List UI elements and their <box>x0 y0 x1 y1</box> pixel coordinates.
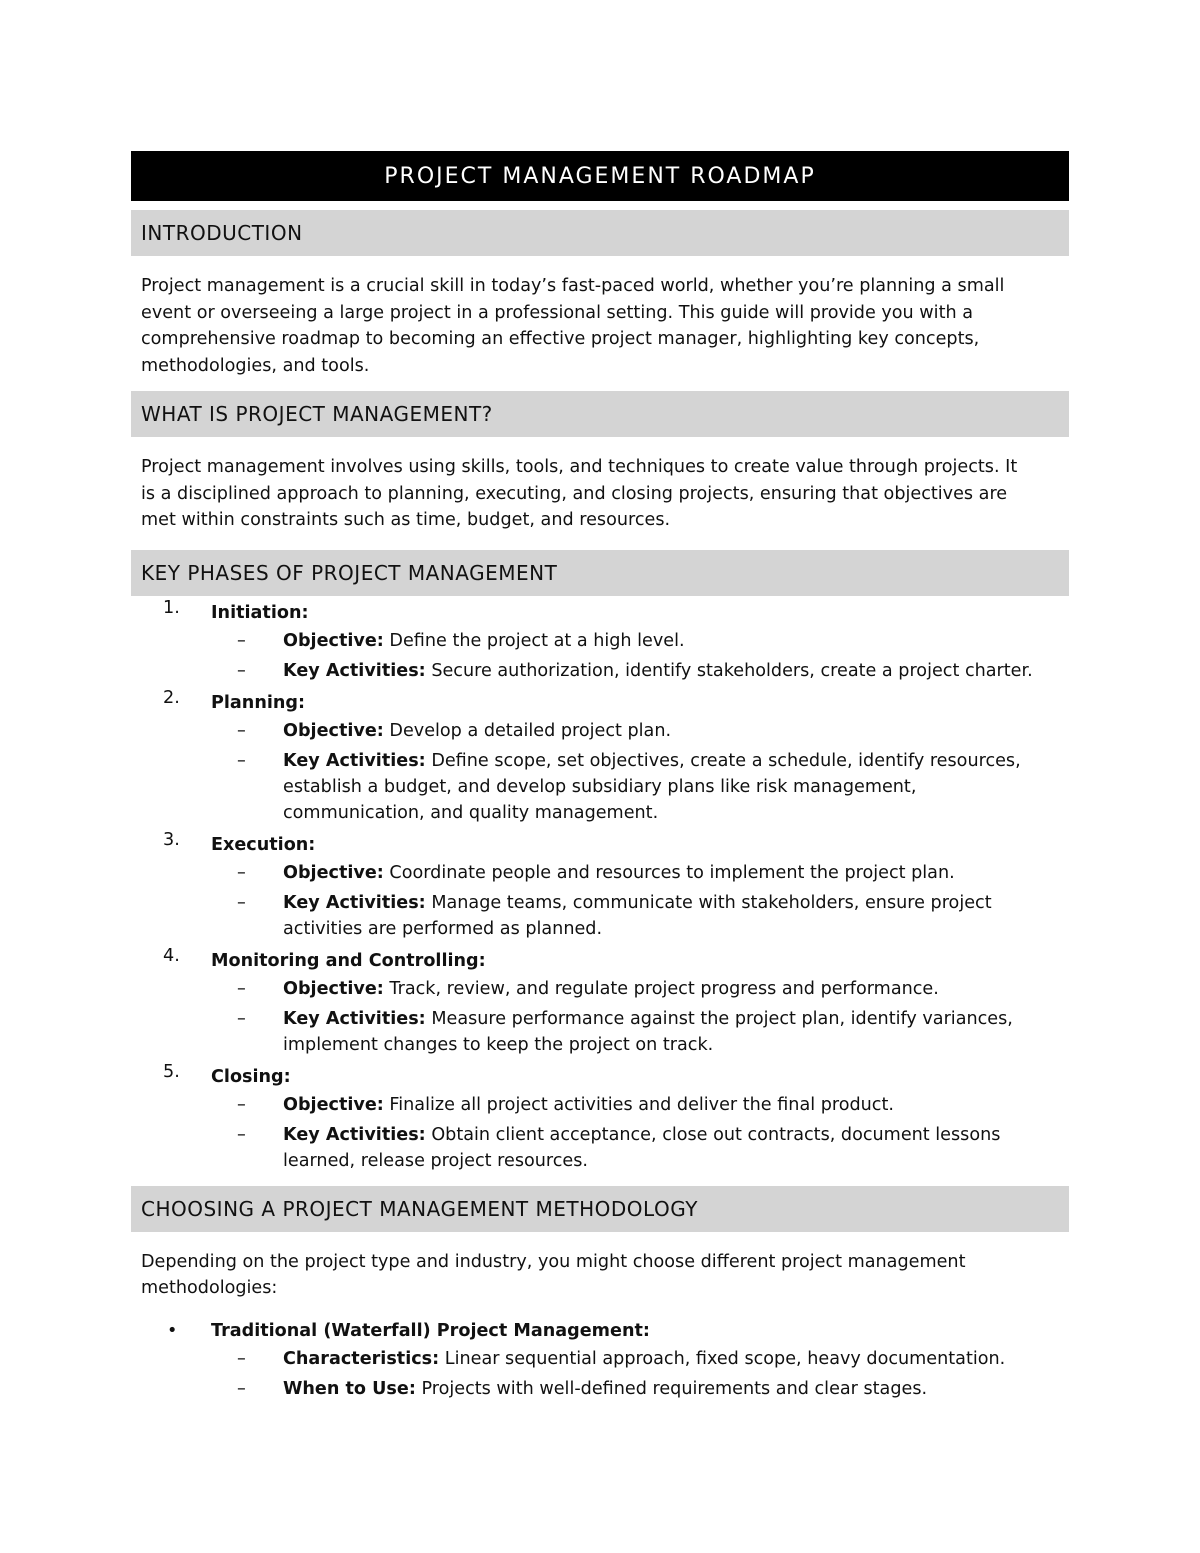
dash-marker: – <box>237 1348 246 1369</box>
list-number: 3. <box>163 829 180 850</box>
when-to-use-item <box>131 1376 1069 1402</box>
bullet-marker: • <box>167 1320 178 1341</box>
objective-label: Objective: <box>283 1094 384 1115</box>
objective-label: Objective: <box>283 978 384 999</box>
characteristics-item <box>131 1346 1069 1372</box>
text-line: comprehensive roadmap to becoming an effective project manager, highlighting key concepts, <box>141 329 980 349</box>
list-item <box>131 946 1069 1058</box>
activities-text: Manage teams, communicate with stakeholders, ensure project <box>431 892 992 913</box>
objective-text: Define the project at a high level. <box>389 630 685 651</box>
activities-item <box>131 890 1069 942</box>
section-heading-what-is: WHAT IS PROJECT MANAGEMENT? <box>131 391 1069 437</box>
methodology-paragraph <box>131 1249 1069 1302</box>
section-heading-methodology: CHOOSING A PROJECT MANAGEMENT METHODOLOGY <box>131 1186 1069 1232</box>
dash-marker: – <box>237 630 246 651</box>
activities-text: Secure authorization, identify stakeholders, create a project charter. <box>431 660 1033 681</box>
phase-title: Monitoring and Controlling: <box>211 950 486 971</box>
activities-text: Measure performance against the project plan, identify variances, <box>431 1008 1013 1029</box>
objective-item <box>131 628 1069 654</box>
text-line: Depending on the project type and industry, you might choose different project management <box>141 1251 966 1272</box>
list-number: 4. <box>163 945 180 966</box>
when-to-use-label: When to Use: <box>283 1378 416 1399</box>
dash-marker: – <box>237 1124 246 1145</box>
activities-text: Obtain client acceptance, close out contracts, document lessons <box>431 1124 1001 1145</box>
objective-item <box>131 718 1069 744</box>
objective-item <box>131 860 1069 886</box>
objective-text: Track, review, and regulate project progress and performance. <box>389 978 939 999</box>
list-item <box>131 1316 1069 1346</box>
objective-item <box>131 976 1069 1002</box>
objective-text: Finalize all project activities and deliver the final product. <box>389 1094 894 1115</box>
objective-text: Coordinate people and resources to implement the project plan. <box>389 862 955 883</box>
document-page <box>131 151 1069 1406</box>
activities-label: Key Activities: <box>283 660 426 681</box>
activities-label: Key Activities: <box>283 750 426 771</box>
list-item <box>131 688 1069 826</box>
activities-label: Key Activities: <box>283 1008 426 1029</box>
text-line: Project management is a crucial skill in today’s fast-paced world, whether you’re planning a small <box>141 276 1005 296</box>
phase-title: Execution: <box>211 834 316 855</box>
introduction-paragraph <box>131 273 1069 379</box>
objective-item <box>131 1092 1069 1118</box>
list-item <box>131 830 1069 942</box>
activities-item <box>131 1122 1069 1174</box>
activities-item <box>131 748 1069 826</box>
activities-item <box>131 658 1069 684</box>
objective-label: Objective: <box>283 720 384 741</box>
list-number: 2. <box>163 687 180 708</box>
activities-item <box>131 1006 1069 1058</box>
activities-label: Key Activities: <box>283 892 426 913</box>
dash-marker: – <box>237 892 246 913</box>
activities-text: establish a budget, and develop subsidiary plans like risk management, <box>283 776 917 797</box>
dash-marker: – <box>237 750 246 771</box>
section-heading-key-phases: KEY PHASES OF PROJECT MANAGEMENT <box>131 550 1069 596</box>
activities-text: communication, and quality management. <box>283 802 659 823</box>
characteristics-label: Characteristics: <box>283 1348 440 1369</box>
methodology-list <box>131 1316 1069 1402</box>
phases-list <box>131 598 1069 1174</box>
characteristics-text: Linear sequential approach, fixed scope, heavy documentation. <box>444 1348 1006 1369</box>
objective-text: Develop a detailed project plan. <box>389 720 672 741</box>
text-line: Project management involves using skills, tools, and techniques to create value through projects. It <box>141 457 1018 477</box>
list-item <box>131 598 1069 684</box>
dash-marker: – <box>237 720 246 741</box>
list-number: 1. <box>163 597 180 618</box>
list-number: 5. <box>163 1061 180 1082</box>
activities-text: activities are performed as planned. <box>283 918 603 939</box>
phase-title: Closing: <box>211 1066 291 1087</box>
text-line: is a disciplined approach to planning, executing, and closing projects, ensuring that objectives are <box>141 483 1008 504</box>
document-title: PROJECT MANAGEMENT ROADMAP <box>131 151 1069 201</box>
dash-marker: – <box>237 1378 246 1399</box>
activities-text: implement changes to keep the project on track. <box>283 1034 714 1055</box>
text-line: methodologies: <box>141 1278 278 1298</box>
activities-label: Key Activities: <box>283 1124 426 1145</box>
objective-label: Objective: <box>283 630 384 651</box>
text-line: event or overseeing a large project in a professional setting. This guide will provide you with a <box>141 302 973 323</box>
activities-text: Define scope, set objectives, create a schedule, identify resources, <box>431 750 1021 771</box>
dash-marker: – <box>237 660 246 681</box>
dash-marker: – <box>237 1094 246 1115</box>
text-line: met within constraints such as time, budget, and resources. <box>141 510 671 530</box>
list-item <box>131 1062 1069 1174</box>
what-is-paragraph <box>131 454 1069 534</box>
objective-label: Objective: <box>283 862 384 883</box>
when-to-use-text: Projects with well-defined requirements and clear stages. <box>421 1378 928 1399</box>
dash-marker: – <box>237 978 246 999</box>
text-line: methodologies, and tools. <box>141 355 370 376</box>
dash-marker: – <box>237 1008 246 1029</box>
bullet-title: Traditional (Waterfall) Project Management: <box>211 1320 650 1341</box>
section-heading-introduction: INTRODUCTION <box>131 210 1069 256</box>
phase-title: Initiation: <box>211 602 309 623</box>
activities-text: learned, release project resources. <box>283 1150 589 1171</box>
dash-marker: – <box>237 862 246 883</box>
phase-title: Planning: <box>211 692 306 713</box>
